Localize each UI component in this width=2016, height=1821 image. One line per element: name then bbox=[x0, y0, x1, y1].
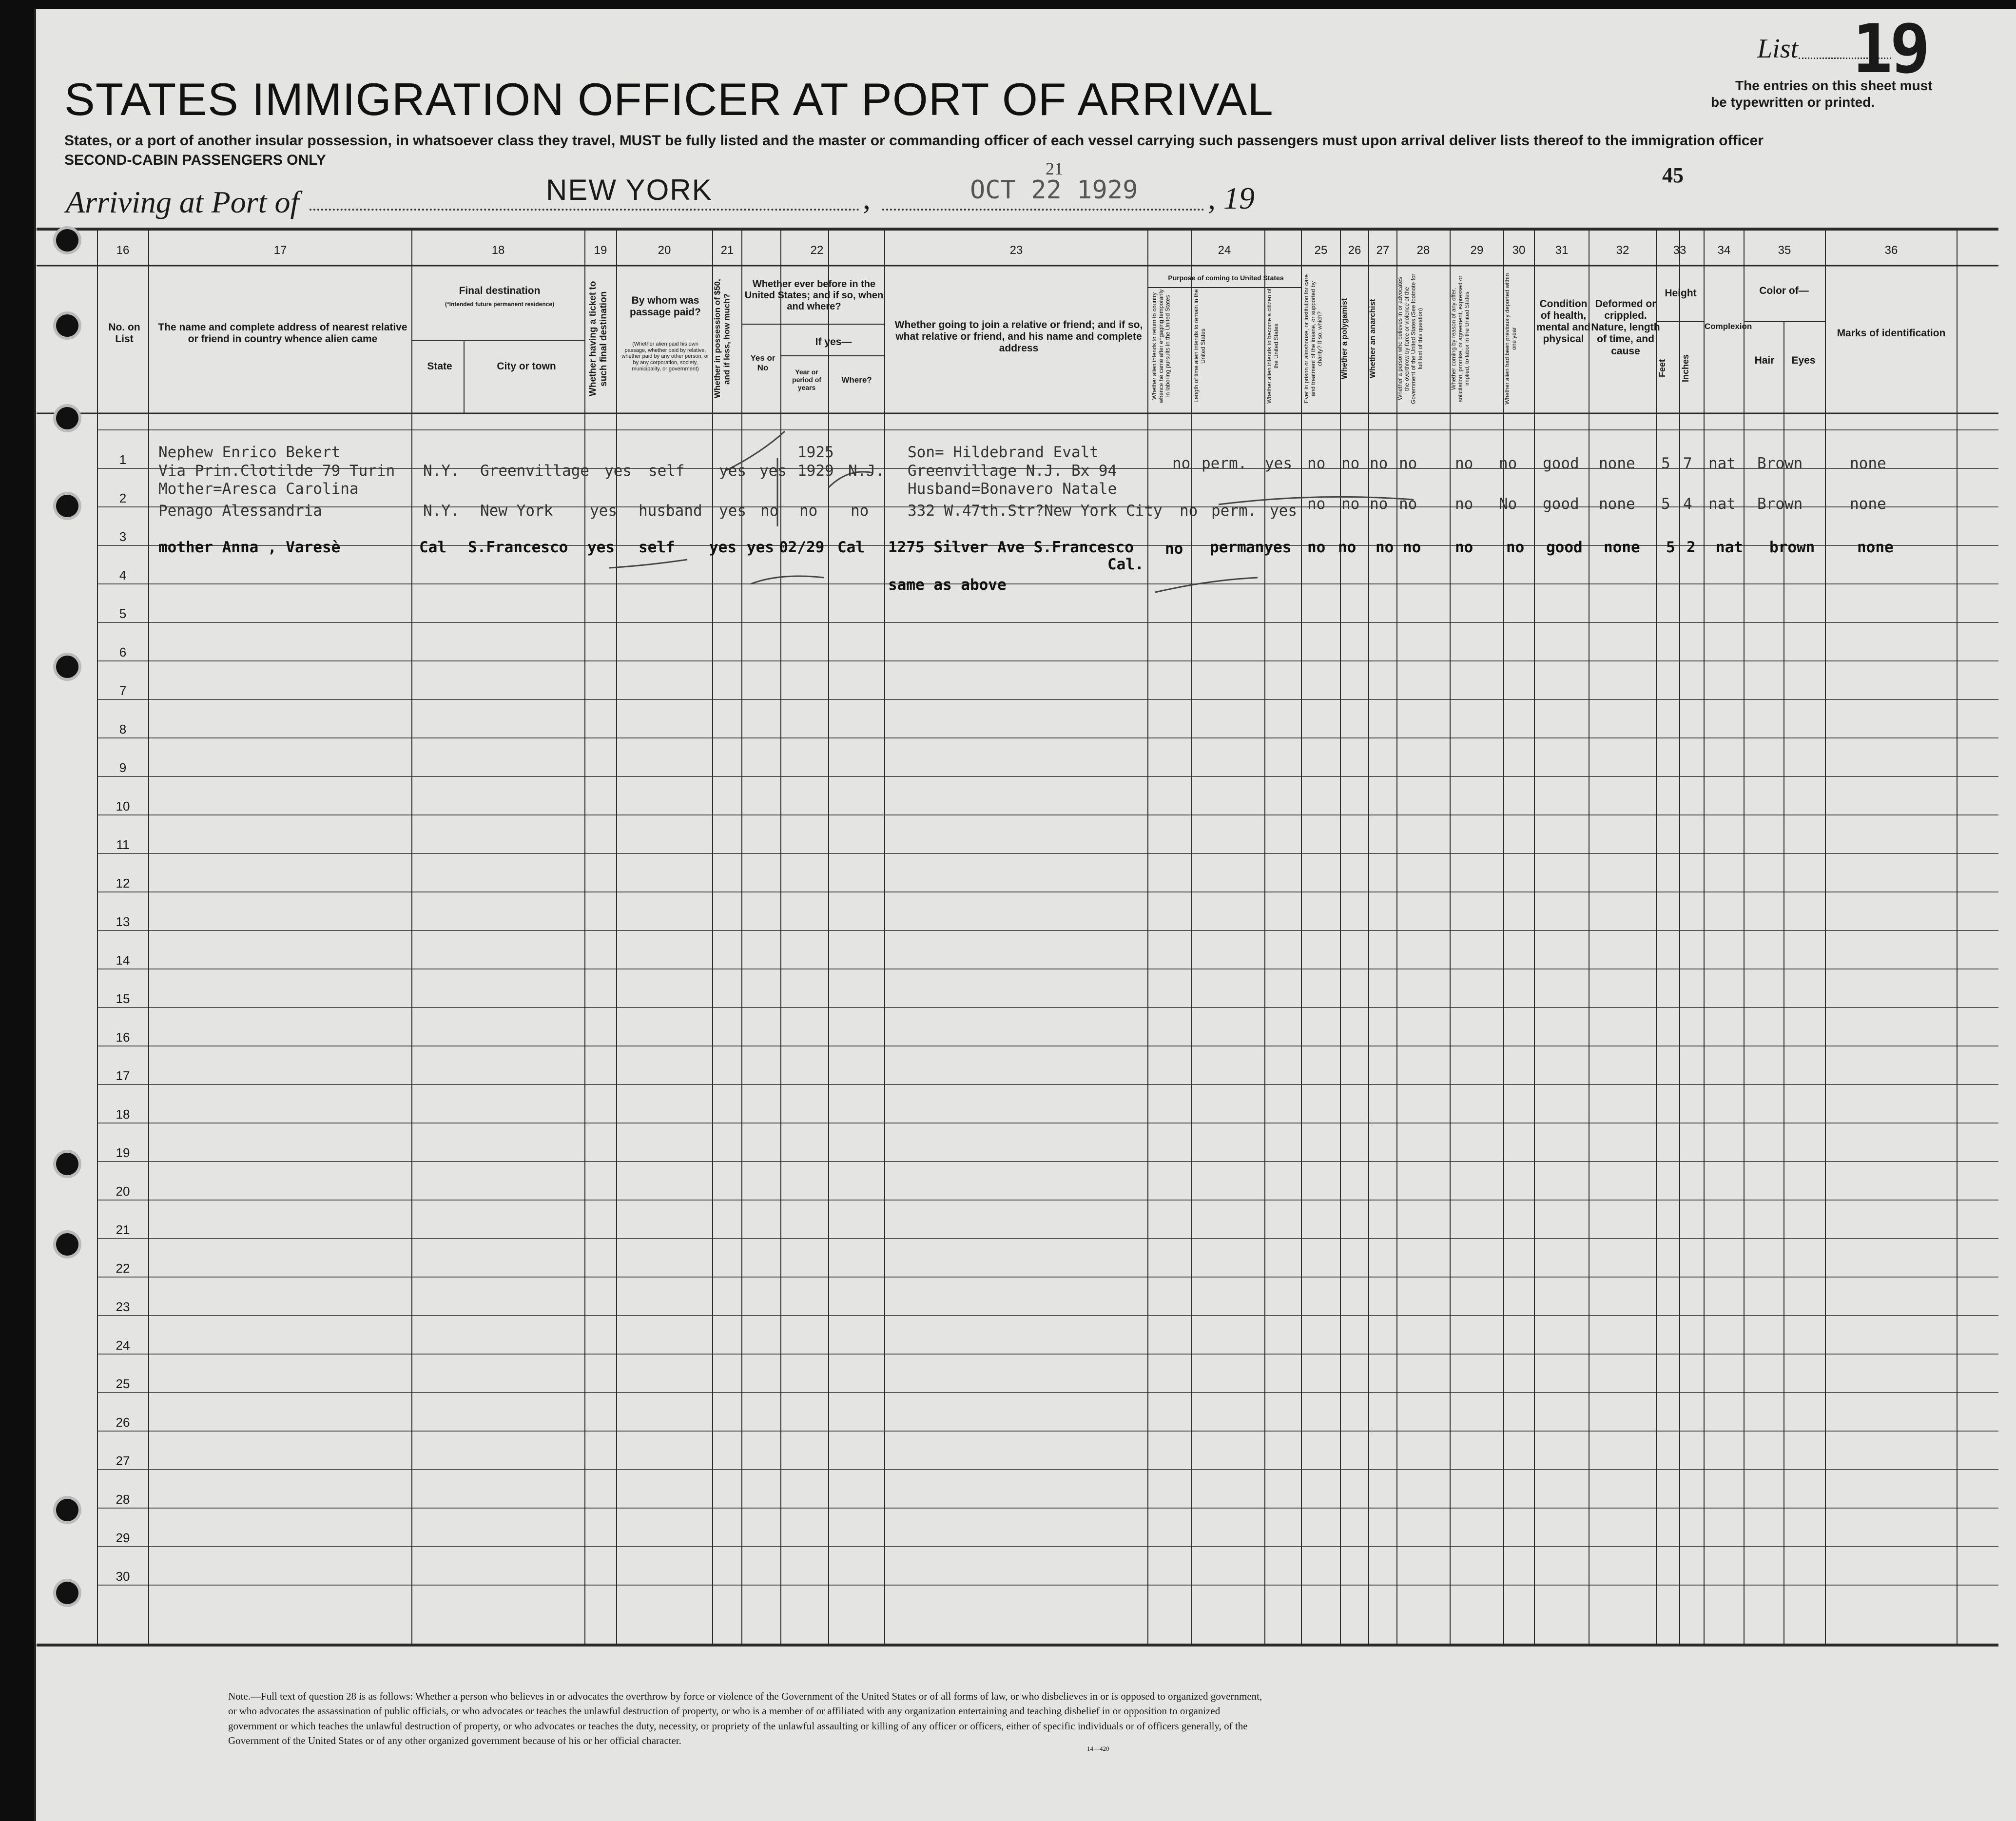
row-number: 12 bbox=[116, 876, 130, 891]
r1-prison: no bbox=[1307, 455, 1326, 472]
r3-passage: self bbox=[639, 539, 675, 556]
r3-q30: no bbox=[1506, 539, 1525, 556]
r1-year-a: 1925 bbox=[797, 444, 834, 461]
row-number: 7 bbox=[119, 683, 127, 698]
r2-marks: none bbox=[1850, 495, 1886, 513]
date-correction: 21 bbox=[1046, 159, 1063, 178]
r1-return: no bbox=[1172, 455, 1191, 472]
header-eyes: Eyes bbox=[1791, 355, 1816, 366]
r1-feet: 5 bbox=[1661, 455, 1670, 472]
r2-prison: no bbox=[1307, 495, 1326, 513]
binder-hole bbox=[56, 407, 78, 429]
row-number: 24 bbox=[116, 1338, 130, 1353]
r1-health: good bbox=[1543, 455, 1579, 472]
r1-q30: no bbox=[1499, 455, 1517, 472]
r3-marks: none bbox=[1857, 539, 1894, 556]
comma: , bbox=[863, 181, 871, 215]
row-number: 21 bbox=[116, 1222, 130, 1237]
r1-ticket: yes bbox=[604, 462, 632, 480]
r2-before: no bbox=[760, 502, 779, 520]
row-number: 25 bbox=[116, 1376, 130, 1391]
r3-complexion: nat bbox=[1716, 539, 1743, 556]
r2-q30: No bbox=[1499, 495, 1517, 513]
r1-marks: none bbox=[1850, 455, 1886, 472]
r2-passage: husband bbox=[639, 502, 702, 520]
header-state: State bbox=[427, 361, 452, 372]
list-number: 19 bbox=[1852, 10, 1928, 88]
r2-return: no bbox=[1180, 502, 1198, 520]
r1-anarchist: no bbox=[1370, 455, 1388, 472]
column-number: 30 bbox=[1512, 244, 1526, 257]
column-number: 16 bbox=[116, 244, 130, 257]
passenger-class: SECOND-CABIN PASSENGERS ONLY bbox=[64, 152, 326, 168]
header-before-us: Whether ever before in the United States; and if so, when and where? bbox=[744, 279, 884, 312]
row-number: 13 bbox=[116, 914, 130, 929]
r2-q29: no bbox=[1455, 495, 1473, 513]
column-number: 28 bbox=[1416, 244, 1430, 257]
header-marks: Marks of identification bbox=[1837, 328, 1946, 339]
arriving-label: Arriving at Port of bbox=[66, 185, 299, 219]
r3-q28: no bbox=[1403, 539, 1421, 556]
r3-state: Cal bbox=[419, 539, 446, 556]
header-no-on-list: No. on List bbox=[108, 322, 140, 345]
typed-note: The entries on this sheet must bbox=[1735, 78, 1933, 93]
header-hair: Hair bbox=[1754, 355, 1775, 366]
header-relative: The name and complete address of nearest relative or friend in country whence alien came bbox=[158, 322, 407, 345]
row-number: 4 bbox=[119, 568, 127, 582]
r3-citizen: anyes bbox=[1246, 539, 1292, 556]
header-passage-sub: (Whether alien paid his own passage, whether paid by relative, whether paid by any other person, or by any corporation, society, municipality, or government) bbox=[621, 341, 709, 372]
r2-join-address: 332 W.47th.Str?New York City bbox=[908, 502, 1163, 520]
r1-complexion: nat bbox=[1708, 455, 1736, 472]
binder-hole bbox=[56, 495, 78, 517]
r1-passage: self bbox=[648, 462, 685, 480]
r2-complexion: nat bbox=[1708, 495, 1736, 513]
year-prefix: 19 bbox=[1223, 181, 1255, 215]
r3-deformed: none bbox=[1604, 539, 1640, 556]
r2-citizen: yes bbox=[1270, 502, 1297, 520]
r3-health: good bbox=[1546, 539, 1583, 556]
footnote: Note.—Full text of question 28 is as follows: Whether a person who believes in or advocates the overthrow by force or violence of the Government of the United States or of all forms of law, or who disbelieves in or is opposed to organized government, or who advocates the assassination of public officials, or who advocates or teaches the unlawful destruction of property, or who is a member of or affiliated with any organization entertaining and teaching disbelief in or opposition to organized government or which teaches the unlawful destruction of property, or who advocates or teaches the duty, necessity, or propriety of the unlawful assaulting or killing of any officer or officers, either of specific individuals or of officers generally, of the Government of the United States or of any other organized government because of his or her official character. bbox=[228, 1690, 1262, 1747]
row-number: 16 bbox=[116, 1030, 130, 1045]
r3-length: perm bbox=[1210, 539, 1246, 556]
r1-join-address: Greenvillage N.J. Bx 94 bbox=[908, 462, 1117, 480]
r2-polygamist: no bbox=[1341, 495, 1360, 513]
ink-stroke bbox=[1155, 578, 1258, 592]
header-purpose: Purpose of coming to United States bbox=[1168, 274, 1284, 282]
header-inches: Inches bbox=[1681, 354, 1690, 382]
r3-join: 1275 Silver Ave S.Francesco bbox=[888, 539, 1134, 556]
column-number: 32 bbox=[1616, 244, 1629, 257]
header-deformed: Deformed or crippled. Nature, length of time, and cause bbox=[1591, 298, 1660, 357]
r2-city: New York bbox=[480, 502, 553, 520]
binder-hole bbox=[56, 229, 78, 252]
r1-inches: 7 bbox=[1683, 455, 1692, 472]
r3-inches: 2 bbox=[1686, 539, 1696, 556]
r2-deformed: none bbox=[1599, 495, 1635, 513]
r2-hair-eyes: Brown bbox=[1757, 495, 1803, 513]
row-number: 17 bbox=[116, 1068, 130, 1083]
r1-hair-eyes: Brown bbox=[1757, 455, 1803, 472]
row-number: 27 bbox=[116, 1453, 130, 1468]
r1-polygamist: no bbox=[1341, 455, 1360, 472]
r2-anarchist: no bbox=[1370, 495, 1388, 513]
r1-where: N.J. bbox=[848, 462, 885, 480]
r3-q29: no bbox=[1455, 539, 1473, 556]
r2-inches: 4 bbox=[1683, 495, 1692, 513]
r3-relative: mother Anna , Varesè bbox=[158, 539, 341, 556]
column-number: 34 bbox=[1717, 244, 1731, 257]
port-value: NEW YORK bbox=[546, 174, 713, 206]
header-final-destination: Final destination bbox=[459, 285, 541, 296]
r3-ticket: yes bbox=[587, 539, 615, 556]
column-number: 20 bbox=[658, 244, 671, 257]
column-number: 31 bbox=[1555, 244, 1569, 257]
row-number: 9 bbox=[119, 760, 127, 775]
header-passage: By whom was passage paid? bbox=[630, 295, 701, 318]
form-code: 14—420 bbox=[1087, 1745, 1109, 1752]
r1-q29: no bbox=[1455, 455, 1473, 472]
header-complexion: Complexion bbox=[1705, 322, 1752, 331]
row-number: 22 bbox=[116, 1261, 130, 1276]
r3-prison: no bbox=[1307, 539, 1326, 556]
column-number: 23 bbox=[1009, 244, 1023, 257]
header-purpose-length: Length of time alien intends to remain in the United States bbox=[1193, 289, 1206, 403]
header-health: Condition of health, mental and physical bbox=[1536, 298, 1590, 345]
r2-state: N.Y. bbox=[423, 502, 460, 520]
instruction-line: States, or a port of another insular possession, in whatsoever class they travel, MUST be fully listed and the master or commanding officer of each vessel carrying such passengers must upon arrival deliver lists thereof to the immigration officer bbox=[64, 133, 1764, 149]
column-number: 21 bbox=[720, 244, 734, 257]
r1-relative: Nephew Enrico Bekert bbox=[158, 444, 341, 461]
typed-note: be typewritten or printed. bbox=[1711, 95, 1875, 110]
r2-relative-address: Penago Alessandria bbox=[158, 502, 322, 520]
column-number: 18 bbox=[491, 244, 505, 257]
r3-city: S.Francesco bbox=[468, 539, 568, 556]
r2-length: perm. bbox=[1211, 502, 1257, 520]
binder-hole bbox=[56, 656, 78, 678]
r1-money: yes bbox=[719, 462, 746, 480]
r3-feet: 5 bbox=[1666, 539, 1675, 556]
r2-relative: Mother=Aresca Carolina bbox=[158, 480, 359, 498]
binder-hole bbox=[56, 314, 78, 337]
header-q28: Whether a person who believes in or advocates the overthrow by force or violence of the Government of the United States (See footnote for full text of this question) bbox=[1396, 273, 1424, 404]
r1-join: Son= Hildebrand Evalt bbox=[908, 444, 1099, 461]
r3-hair-eyes: brown bbox=[1769, 539, 1815, 556]
date-stamp: OCT 22 1929 bbox=[970, 175, 1138, 205]
column-number: 27 bbox=[1376, 244, 1390, 257]
header-q29: Whether coming by reason of any offer, solicitation, promise, or agreement, expressed or implied, to labor in the United States bbox=[1450, 275, 1471, 402]
list-label: List bbox=[1757, 34, 1799, 64]
row-number: 29 bbox=[116, 1530, 130, 1545]
row-number: 14 bbox=[116, 953, 130, 968]
column-number: 19 bbox=[594, 244, 607, 257]
row-number: 6 bbox=[119, 645, 127, 659]
header-polygamist: Whether a polygamist bbox=[1340, 298, 1349, 380]
r3-where: Cal bbox=[837, 539, 865, 556]
binder-hole bbox=[56, 1499, 78, 1521]
row-number: 15 bbox=[116, 991, 130, 1006]
r2-q28: no bbox=[1399, 495, 1417, 513]
header-year-period: Year or period of years bbox=[792, 368, 821, 392]
r3-return: no bbox=[1165, 540, 1183, 558]
column-number: 17 bbox=[273, 244, 287, 257]
r1-relative-address: Via Prin.Clotilde 79 Turin bbox=[158, 462, 395, 480]
binder-hole bbox=[56, 1153, 78, 1175]
r2-year: no bbox=[799, 502, 818, 520]
row-number: 1 bbox=[119, 452, 127, 467]
row-number: 20 bbox=[116, 1184, 130, 1199]
r3-money: yes bbox=[709, 539, 737, 556]
row-number: 28 bbox=[116, 1492, 130, 1507]
r3-year: 02/29 bbox=[779, 539, 825, 556]
r2-feet: 5 bbox=[1661, 495, 1670, 513]
r4-join: same as above bbox=[888, 576, 1007, 594]
row-number: 2 bbox=[119, 491, 127, 505]
r2-join: Husband=Bonavero Natale bbox=[908, 480, 1117, 498]
r3-anarchist: no bbox=[1376, 539, 1394, 556]
r2-where: no bbox=[851, 502, 869, 520]
column-number: 29 bbox=[1470, 244, 1484, 257]
row-number: 11 bbox=[116, 837, 130, 852]
row-number: 23 bbox=[116, 1299, 130, 1314]
row-number: 8 bbox=[119, 722, 127, 736]
header-prison: Ever in prison or almshouse, or institution for care and treatment of the insane, or supported by charity? If so, which? bbox=[1303, 274, 1323, 404]
row-number: 10 bbox=[116, 799, 130, 814]
r1-year-b: 1929 bbox=[797, 462, 834, 480]
column-number: 35 bbox=[1778, 244, 1791, 257]
row-number: 18 bbox=[116, 1107, 130, 1122]
ink-stroke bbox=[751, 576, 824, 584]
column-number: 22 bbox=[810, 244, 824, 257]
r1-before: yes bbox=[759, 462, 787, 480]
r3-polygamist: no bbox=[1338, 539, 1357, 556]
binder-hole bbox=[56, 1582, 78, 1604]
header-where: Where? bbox=[841, 375, 872, 385]
row-number: 30 bbox=[116, 1569, 130, 1584]
r1-citizen: yes bbox=[1265, 455, 1292, 472]
header-ticket: Whether having a ticket to such final destination bbox=[588, 281, 609, 397]
page-title: STATES IMMIGRATION OFFICER AT PORT OF ARRIVAL bbox=[64, 74, 1274, 125]
r2-money: yes bbox=[719, 502, 746, 520]
header-purpose-return: Whether alien intends to return to country whence he came after engaging temporarily in laboring pursuits in the United States bbox=[1151, 289, 1171, 403]
header-final-destination-sub: (*Intended future permanent residence) bbox=[445, 301, 555, 308]
binder-hole bbox=[56, 1233, 78, 1256]
header-anarchist: Whether an anarchist bbox=[1369, 299, 1377, 379]
handwritten-number: 45 bbox=[1662, 163, 1684, 187]
row-number: 19 bbox=[116, 1145, 130, 1160]
row-number: 5 bbox=[119, 606, 127, 621]
ink-stroke bbox=[609, 560, 687, 568]
row-number: 3 bbox=[119, 529, 127, 544]
column-number: 26 bbox=[1348, 244, 1361, 257]
header-city: City or town bbox=[497, 361, 556, 372]
header-money: Whether in possession of $50, and if less, how much? bbox=[713, 279, 732, 399]
column-number: 24 bbox=[1218, 244, 1231, 257]
header-feet: Feet bbox=[1657, 359, 1667, 377]
r3-before: yes bbox=[747, 539, 774, 556]
header-join-relative: Whether going to join a relative or friend; and if so, what relative or friend, and his name and complete address bbox=[894, 319, 1143, 354]
r2-ticket: yes bbox=[590, 502, 617, 520]
r1-q28: no bbox=[1399, 455, 1417, 472]
header-height: Height bbox=[1665, 288, 1697, 299]
r2-health: good bbox=[1543, 495, 1579, 513]
comma: , bbox=[1208, 181, 1216, 215]
r1-city: Greenvillage bbox=[480, 462, 589, 480]
header-yes-no: Yes or No bbox=[750, 353, 775, 372]
header-color-of: Color of— bbox=[1759, 285, 1809, 296]
column-number: 33 bbox=[1673, 244, 1686, 257]
header-q30: Whether alien had been previously deported within one year bbox=[1504, 273, 1517, 405]
column-number: 25 bbox=[1314, 244, 1328, 257]
r1-length: perm. bbox=[1202, 455, 1247, 472]
r1-state: N.Y. bbox=[423, 462, 460, 480]
header-if-yes: If yes— bbox=[815, 336, 852, 348]
r3-join-state: Cal. bbox=[1107, 556, 1144, 573]
row-number: 26 bbox=[116, 1415, 130, 1430]
header-purpose-citizen: Whether alien intends to become a citizen of the United States bbox=[1266, 288, 1279, 404]
r1-deformed: none bbox=[1599, 455, 1635, 472]
column-number: 36 bbox=[1884, 244, 1898, 257]
